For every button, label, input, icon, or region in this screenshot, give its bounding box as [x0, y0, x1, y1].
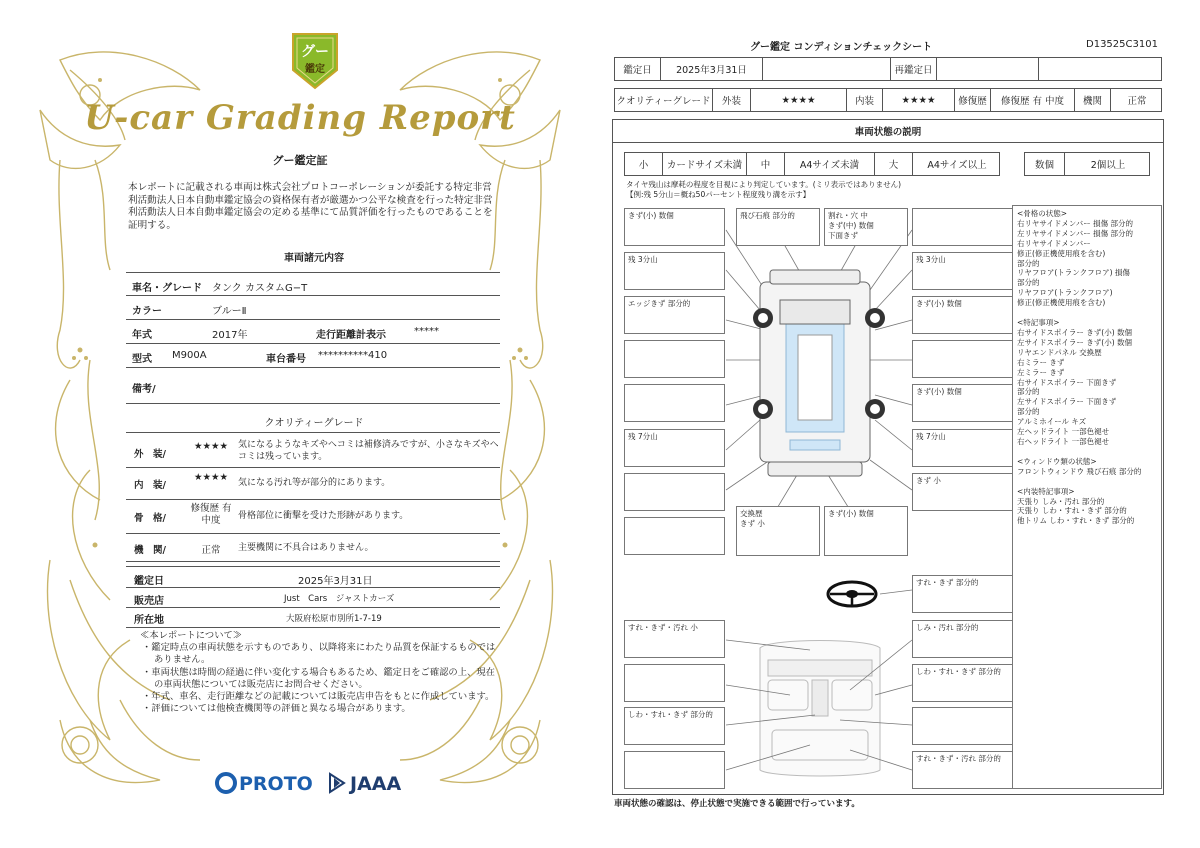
note-item: ・評価については他検査機関等の評価と異なる場合があります。: [142, 703, 411, 715]
specs-section-title: 車両諸元内容: [284, 253, 344, 264]
size-large-desc: A4サイズ以上: [927, 160, 987, 171]
detail-box: 割れ・穴 中 きず(中) 数個 下面きず: [824, 208, 908, 246]
detail-box: 交換歴 きず 小: [736, 506, 820, 556]
engine-value: 正常: [1127, 96, 1147, 107]
detail-box: [912, 707, 1013, 745]
report-script-title: U-car Grading Report: [84, 98, 516, 138]
proto-logo: [215, 772, 313, 795]
jaaa-logo: [328, 772, 401, 795]
detail-box: 飛び石痕 部分的: [736, 208, 820, 246]
spec-row-shop: [126, 588, 500, 608]
detail-box: [912, 208, 1013, 246]
spec-value: ブルーⅡ: [212, 306, 247, 317]
quality-value: 正常: [201, 545, 221, 556]
spec-label: 車台番号: [266, 354, 306, 365]
spec-label: 備考/: [132, 384, 156, 395]
detail-box: すれ・きず・汚れ 小: [624, 620, 725, 658]
detail-box: [912, 340, 1013, 378]
detail-box: 残 3分山: [912, 252, 1013, 290]
certificate-title: グー鑑定証: [272, 154, 328, 167]
condition-check-sheet: [600, 0, 1200, 848]
detail-box: [624, 517, 725, 555]
quality-value: ★★★★: [193, 441, 229, 452]
detail-box: きず(小) 数個: [912, 384, 1013, 422]
steering-wheel-icon: [828, 582, 876, 606]
detail-box: すれ・きず 部分的: [912, 575, 1013, 613]
quality-row-interior: [126, 468, 500, 500]
quality-value: ★★★★: [193, 472, 229, 483]
sheet-title: グー鑑定 コンディションチェックシート: [750, 42, 933, 53]
spec-label: 車名・グレード: [132, 283, 202, 294]
spec-label: カラー: [132, 306, 162, 317]
tire-note-example: 【例:残 5分山＝概ね50パーセント程度残り溝を示す】: [626, 190, 811, 199]
spec-label: 年式: [132, 330, 152, 341]
note-item: ・年式、車名、走行距離などの記載については販売店申告をもとに作成しています。: [142, 691, 495, 703]
quality-row-frame: [126, 500, 500, 534]
quality-desc: 気になる汚れ等が部分的にあります。: [238, 478, 391, 488]
repair-label: 修復歴: [955, 89, 991, 111]
detail-box: すれ・きず・汚れ 部分的: [912, 751, 1013, 789]
spec-row-date: [126, 566, 500, 588]
detail-box: 残 7分山: [624, 429, 725, 467]
jaaa-mark-icon: [328, 772, 346, 794]
quality-label: 機 関/: [134, 545, 166, 556]
size-mid: 中: [747, 153, 785, 175]
spec-value: **********410: [318, 350, 388, 361]
interior-notes: <内装特記事項> 天張り しみ・汚れ 部分的 天張り しわ・すれ・きず 部分的 他トリム しわ・すれ・きず 部分的: [1017, 486, 1135, 526]
quality-label: 外 装/: [134, 449, 166, 460]
jaaa-logo-text: JAAA: [350, 773, 402, 795]
detail-box: [624, 751, 725, 789]
spec-label: 所在地: [134, 615, 164, 626]
spec-row-remarks: [126, 368, 500, 404]
detail-box: しみ・汚れ 部分的: [912, 620, 1013, 658]
count-value: 2個以上: [1090, 160, 1126, 171]
detail-box: 残 3分山: [624, 252, 725, 290]
spec-label: 鑑定日: [134, 576, 164, 587]
redate-label: 再鑑定日: [891, 58, 937, 80]
quality-desc: 骨格部位に衝撃を受けた形跡があります。: [238, 511, 409, 521]
spec-value: 大阪府松原市別所1-7-19: [286, 614, 382, 624]
quality-label: 内 装/: [134, 480, 166, 491]
frame-condition-notes: <骨格の状態> 右リヤサイドメンバー 損傷 部分的 左リヤサイドメンバー 損傷 部分的 右リヤサイドメンバー 修正(修正機使用痕を含む) 部分的 リヤフロア(トランクフロア) 損傷 部分的 リヤフロア(トランクフロア) 修正(修正機使用痕を含む): [1017, 209, 1133, 308]
detail-box: [624, 340, 725, 378]
proto-mark-icon: [215, 772, 237, 794]
detail-box: エッジきず 部分的: [624, 296, 725, 334]
detail-box: [624, 664, 725, 702]
size-small: 小: [625, 153, 663, 175]
goo-kantei-badge-icon: [287, 30, 343, 92]
spec-label: 走行距離計表示: [316, 330, 386, 341]
condition-notes-panel: [1012, 205, 1162, 789]
date-label: 鑑定日: [615, 58, 661, 80]
svg-text:鑑定: 鑑定: [305, 64, 325, 75]
note-item: ・鑑定時点の車両状態を示すものであり、以降将来にわたり品質を保証するものではありません。: [142, 642, 496, 666]
spec-row-year: [126, 320, 500, 344]
quality-row-engine: [126, 534, 500, 562]
report-notes: [140, 630, 500, 715]
exterior-label: 外装: [713, 89, 751, 111]
engine-label: 機関: [1075, 89, 1111, 111]
size-large: 大: [875, 153, 913, 175]
spec-value: 2025年3月31日: [298, 576, 373, 587]
sheet-code: D13525C3101: [1086, 39, 1158, 50]
spec-value: M900A: [172, 350, 207, 361]
date-value: 2025年3月31日: [661, 58, 763, 80]
spec-row-address: [126, 608, 500, 628]
condition-title: 車両状態の説明: [854, 127, 922, 138]
detail-box: きず(小) 数個: [912, 296, 1013, 334]
interior-label: 内装: [847, 89, 883, 111]
certificate-intro: 本レポートに記載される車両は株式会社プロトコーポレーションが委託する特定非営利活動法人日本自動車鑑定協会の資格保有者が厳選かつ公平な検査を行った特定非営利活動法人日本自動車鑑定協会の定める基準にて品質評価を行ったものであることを証明する。: [128, 182, 493, 231]
spec-value: *****: [414, 326, 439, 337]
spec-row-color: [126, 296, 500, 320]
detail-box: きず 小: [912, 473, 1013, 511]
count-label: 数個: [1025, 153, 1065, 175]
detail-box: 残 7分山: [912, 429, 1013, 467]
quality-section-title: クオリティーグレード: [264, 418, 364, 429]
window-notes: <ウィンドウ類の状態> フロントウィンドウ 飛び石痕 部分的: [1017, 456, 1142, 476]
spec-label: 販売店: [134, 596, 164, 607]
quality-desc: 主要機関に不具合はありません。: [238, 543, 374, 553]
detail-box: しわ・すれ・きず 部分的: [912, 664, 1013, 702]
spec-value: Just Cars ジャストカーズ: [284, 594, 395, 604]
detail-box: [624, 384, 725, 422]
detail-box: [624, 473, 725, 511]
quality-desc: 気になるようなキズやヘコミは補修済みですが、小さなキズやヘコミは残っています。: [238, 440, 499, 462]
tire-note: タイヤ残山は摩耗の程度を目視により判定しています。(ミリ表示ではありません): [626, 180, 902, 189]
spec-value: タンク カスタムG−T: [212, 283, 308, 294]
detail-box: きず(小) 数個: [624, 208, 725, 246]
quality-row-exterior: [126, 432, 500, 468]
note-item: ・車両状態は時間の経過に伴い変化する場合もあるため、鑑定日をご確認の上、現在の車両状態については販売店にお問合せください。: [142, 666, 495, 690]
notes-heading: ≪本レポートについて≫: [140, 630, 243, 641]
size-small-desc: カードサイズ未満: [663, 153, 747, 175]
spec-row-model: [126, 344, 500, 368]
svg-text:グー: グー: [301, 44, 329, 60]
sheet-footer-note: 車両状態の確認は、停止状態で実施できる範囲で行っています。: [614, 799, 860, 809]
size-mid-desc: A4サイズ未満: [785, 153, 875, 175]
interior-value: ★★★★: [883, 89, 955, 111]
spec-value: 2017年: [212, 330, 248, 341]
special-notes: <特記事項> 右サイドスポイラー きず(小) 数個 左サイドスポイラー きず(小) 数個 リヤエンドパネル 交換歴 右ミラー きず 左ミラー きず 右サイドスポイラー 下面きず 部分的 左サイドスポイラー 下面きず 部分的 アルミホイール キズ 左ヘッドライト 一部色褪せ 右ヘッドライト 一部色褪せ: [1017, 318, 1133, 446]
proto-logo-text: PROTO: [239, 773, 313, 795]
spec-row-name: [126, 272, 500, 296]
grade-label: クオリティーグレード: [615, 89, 713, 111]
repair-value: 修復歴 有 中度: [991, 89, 1075, 111]
quality-value: 修復歴 有 中度: [190, 503, 232, 526]
quality-label: 骨 格/: [134, 513, 166, 524]
detail-box: きず(小) 数個: [824, 506, 908, 556]
detail-box: しわ・すれ・きず 部分的: [624, 707, 725, 745]
exterior-value: ★★★★: [751, 89, 847, 111]
spec-label: 型式: [132, 354, 152, 365]
